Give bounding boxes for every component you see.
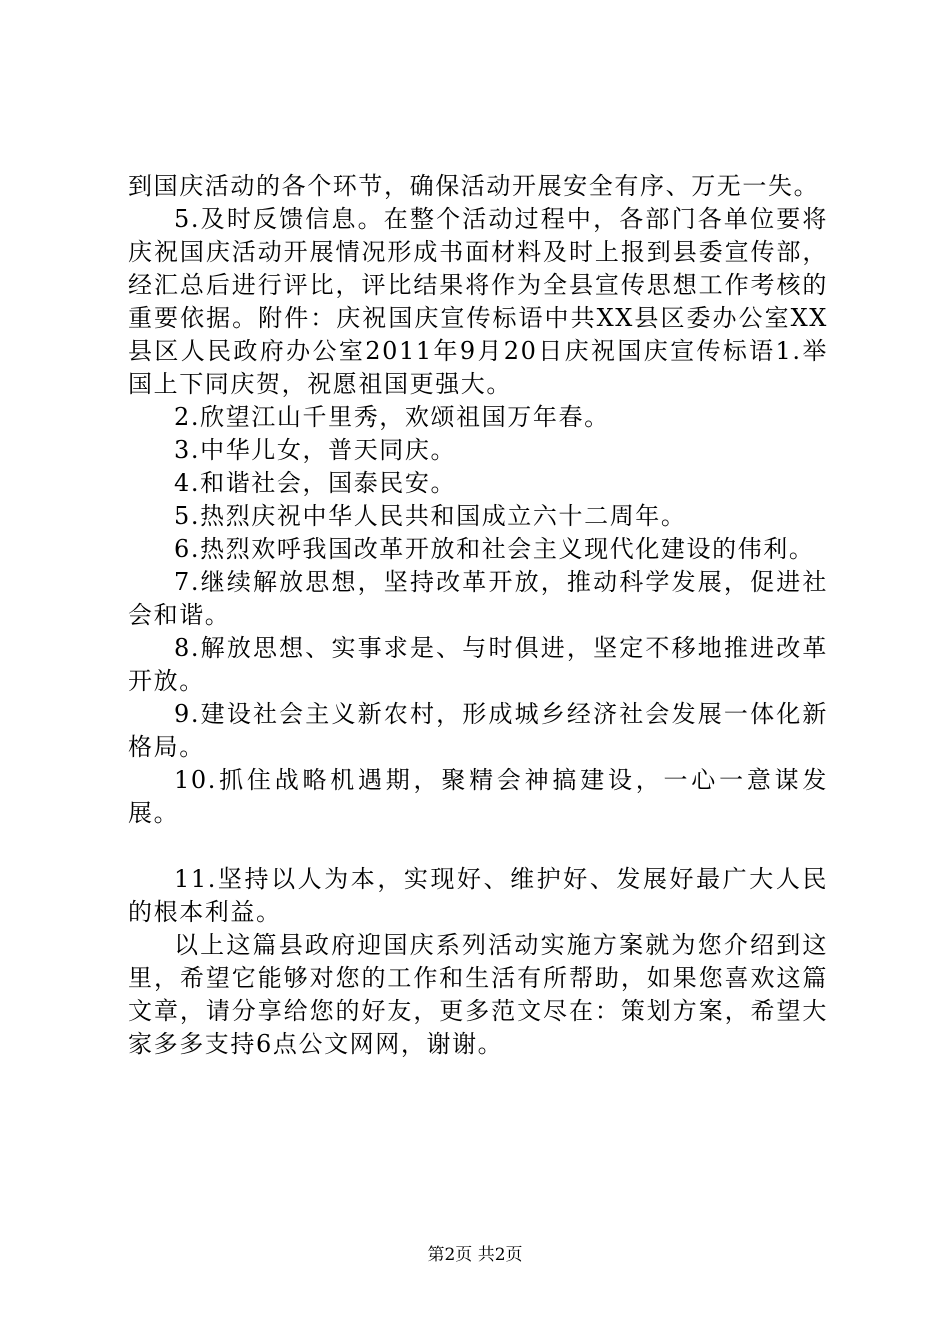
slogan-7: 7.继续解放思想，坚持改革开放，推动科学发展，促进社会和谐。: [128, 568, 828, 629]
blank-line: [128, 830, 828, 863]
closing-paragraph: 以上这篇县政府迎国庆系列活动实施方案就为您介绍到这里，希望它能够对您的工作和生活有所帮助，如果您喜欢这篇文章，请分享给您的好友，更多范文尽在：策划方案，希望大家多多支持6点公文网网，谢谢。: [128, 931, 828, 1058]
paragraph-item-5-feedback: 5.及时反馈信息。在整个活动过程中，各部门各单位要将庆祝国庆活动开展情况形成书面材料及时上报到县委宣传部，经汇总后进行评比，评比结果将作为全县宣传思想工作考核的重要依据。附件：庆祝国庆宣传标语中共XX县区委办公室XX县区人民政府办公室2011年9月20日庆祝国庆宣传标语1.举国上下同庆贺，祝愿祖国更强大。: [128, 205, 828, 398]
page-footer: 第2页 共2页: [427, 1245, 523, 1265]
slogan-4: 4.和谐社会，国泰民安。: [174, 469, 457, 497]
slogan-8: 8.解放思想、实事求是、与时俱进，坚定不移地推进改革开放。: [128, 634, 828, 695]
slogan-6: 6.热烈欢呼我国改革开放和社会主义现代化建设的伟利。: [174, 535, 815, 563]
paragraph-continuation: 到国庆活动的各个环节，确保活动开展安全有序、万无一失。: [128, 172, 820, 200]
slogan-3: 3.中华儿女，普天同庆。: [174, 436, 457, 464]
slogan-10: 10.抓住战略机遇期，聚精会神搞建设，一心一意谋发展。: [128, 766, 828, 827]
document-body: [128, 170, 828, 1061]
slogan-11: 11.坚持以人为本，实现好、维护好、发展好最广大人民的根本利益。: [128, 865, 828, 926]
slogan-9: 9.建设社会主义新农村，形成城乡经济社会发展一体化新格局。: [128, 700, 828, 761]
slogan-2: 2.欣望江山千里秀，欢颂祖国万年春。: [174, 403, 610, 431]
slogan-5: 5.热烈庆祝中华人民共和国成立六十二周年。: [174, 502, 687, 530]
